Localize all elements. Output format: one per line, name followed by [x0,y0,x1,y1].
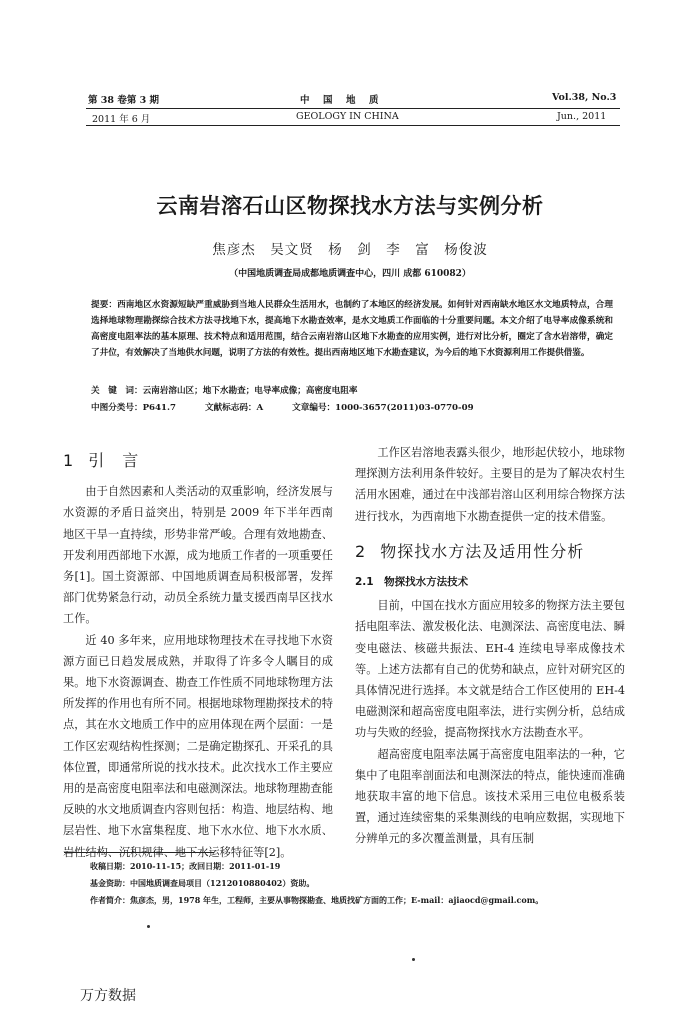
scan-speck [412,958,415,961]
keywords-text: 云南岩溶山区；地下水勘查；电导率成像；高密度电阻率 [142,386,358,396]
footnotes [90,858,620,909]
header-journal-cn: 中 国 地 质 [300,95,381,106]
footnote-rule [64,852,214,853]
footnote-author: 作者简介：焦彦杰，男，1978 年生，工程师，主要从事物探勘查、地质找矿方面的工作；E-mail：ajiaocd@gmail.com。 [90,895,544,905]
paper-title: 云南岩溶石山区物探找水方法与实例分析 [156,194,544,218]
section-1-paragraph-2: 近 40 多年来，应用地球物理技术在寻找地下水资源方面已日趋发展成熟，并取得了许多令人瞩目的成果。地下水资源调查、勘查工作性质不同地球物理方法所发挥的作用也有所不同。根据地球物理勘探技术的特点，其在水文地质工作中的应用体现在两个层面：一是工作区宏观结构性探测；二是确定勘探孔、开采孔的具体位置，即通常所说的找水技术。此次找水工作主要应用的是高密度电阻率法和电磁测深法。地球物理勘查能反映的水文地质调查内容则包括：构造、地层结构、地层岩性、地下水富集程度、地下水水位、地下水水质、岩性结构、沉积规律、地下水运移特征等[2]。 [63,633,333,859]
right-column [355,442,625,850]
subsection-2-1-title: 物探找水方法技术 [384,576,469,589]
document-code: 文献标志码：A [204,403,264,413]
author-list: 焦彦杰 吴文贤 杨 剑 李 富 杨俊波 [212,242,488,258]
abstract [91,297,613,361]
section-2-paragraph-1: 目前，中国在找水方面应用较多的物探方法主要包括电阻率法、激发极化法、电测深法、高密度电法、瞬变电磁法、核磁共振法、EH-4 连续电导率成像技术等。上述方法都有自己的优势和缺点，应针对研究区的具体情况进行选择。本文就是结合工作区使用的 EH-4 电磁测深和超高密度电阻率法，进行实例分析，总结成功与失败的经验，提高物探找水方法勘查水平。 [355,599,625,740]
article-number: 文章编号：1000-3657(2011)03-0770-09 [292,403,474,413]
section-1-number: 1 [63,451,75,470]
section-2-number: 2 [355,541,367,561]
header-date-en: Jun., 2011 [557,111,607,122]
left-column [63,442,333,863]
abstract-label: 提要： [91,300,118,310]
keywords-label: 关 键 词： [91,386,143,396]
intro-continuation: 工作区岩溶地表露头很少，地形起伏较小，地球物理探测方法利用条件较好。主要目的是为了解决农村生活用水困难，通过在中浅部岩溶山区利用综合物探方法进行找水，为西南地下水勘查提供一定的技术借鉴。 [355,446,625,523]
section-2-heading [355,541,625,562]
header-rule-top [86,108,620,109]
header-volume-en: Vol.38, No.3 [552,92,617,103]
clc-number: 中图分类号：P641.7 [91,403,176,413]
footnote-funding: 基金资助：中国地质调查局项目（1212010880402）资助。 [90,878,315,888]
section-1-paragraph-1: 由于自然因素和人类活动的双重影响，经济发展与水资源的矛盾日益突出，特别是 2009 年下半年西南地区干旱一直持续，形势非常严峻。合理有效地勘查、开发利用西部地下水源，成为地质工作者的一项重要任务[1]。国土资源部、中国地质调查局积极部署，发挥部门优势紧急行动，动员全系统力量支援西南旱区找水工作。 [63,485,333,626]
section-2-paragraph-2: 超高密度电阻率法属于高密度电阻率法的一种，它集中了电阻率剖面法和电测深法的特点，能快速而准确地获取丰富的地下信息。该技术采用三电位电极系装置，通过连续密集的采集测线的电响应数据，实现地下分辨单元的多次覆盖测量，具有压制 [355,747,625,846]
watermark: 万方数据 [80,988,136,1004]
footnote-received: 收稿日期：2010-11-15；改回日期：2011-01-19 [90,861,281,871]
classification-line [91,401,500,413]
header-volume-cn: 第 38 卷第 3 期 [88,95,160,106]
keywords [91,384,357,396]
header-date-cn: 2011 年 6 月 [92,114,151,125]
section-2-title: 物探找水方法及适用性分析 [380,541,585,561]
subsection-2-1-heading [355,572,625,593]
header-journal-en: GEOLOGY IN CHINA [296,111,399,122]
header-rule-bottom [86,125,620,126]
section-1-title: 引 言 [88,451,140,470]
abstract-text: 西南地区水资源短缺严重威胁到当地人民群众生活用水，也制约了本地区的经济发展。如何针对西南缺水地区水文地质特点，合理选择地球物理勘探综合技术方法寻找地下水，提高地下水勘查效率，是水文地质工作面临的十分重要问题。本文介绍了电导率成像系统和高密度电阻率法的基本原理、技术特点和适用范围，结合云南岩溶山区地下水勘查的应用实例，进行对比分析，圈定了含水岩溶带，确定了井位，有效解决了当地供水问题，说明了方法的有效性。提出西南地区地下水勘查建议，为今后的地下水资源利用工作提供借鉴。 [91,300,613,358]
section-1-heading [63,450,333,471]
affiliation: （中国地质调查局成都地质调查中心，四川 成都 610082） [229,269,471,279]
subsection-2-1-number: 2.1 [355,576,374,589]
scan-speck [147,925,150,928]
